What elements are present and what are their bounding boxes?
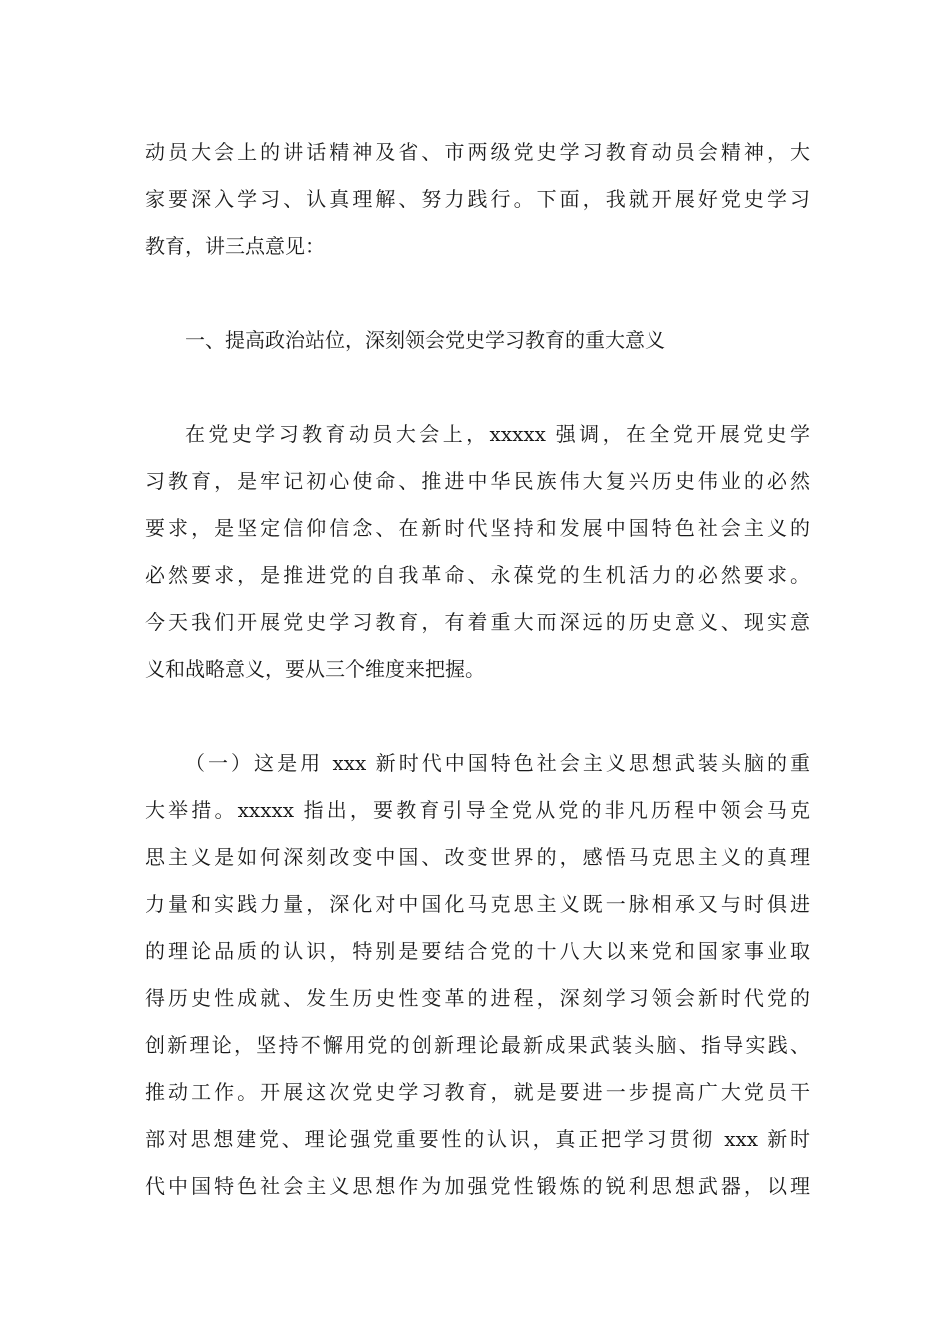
text-line: 在党史学习教育动员大会上，xxxxx 强调，在全党开展党史学 — [185, 422, 810, 446]
text-line: 部对思想建党、理论强党重要性的认识，真正把学习贯彻 xxx 新时 — [145, 1127, 810, 1151]
text-line: 动员大会上的讲话精神及省、市两级党史学习教育动员会精神，大 — [145, 140, 810, 164]
text-line: 的理论品质的认识，特别是要结合党的十八大以来党和国家事业取 — [145, 939, 810, 963]
text-line: 要求，是坚定信仰信念、在新时代坚持和发展中国特色社会主义的 — [145, 516, 810, 540]
text-line: 习教育，是牢记初心使命、推进中华民族伟大复兴历史伟业的必然 — [145, 469, 810, 493]
document-body — [145, 129, 810, 1210]
section-heading — [145, 317, 810, 364]
text-line: 得历史性成就、发生历史性变革的进程，深刻学习领会新时代党的 — [145, 986, 810, 1010]
text-line: 思主义是如何深刻改变中国、改变世界的，感悟马克思主义的真理 — [145, 845, 810, 869]
paragraph-intro — [145, 129, 810, 270]
text-line: 创新理论，坚持不懈用党的创新理论最新成果武装头脑、指导实践、 — [145, 1033, 810, 1057]
paragraph-gap — [145, 270, 810, 317]
text-line: 义和战略意义，要从三个维度来把握。 — [145, 657, 485, 681]
paragraph-gap — [145, 693, 810, 740]
paragraph-significance — [145, 411, 810, 693]
text-line: 家要深入学习、认真理解、努力践行。下面，我就开展好党史学习 — [145, 187, 810, 211]
text-line: 力量和实践力量，深化对中国化马克思主义既一脉相承又与时俱进 — [145, 892, 810, 916]
paragraph-gap — [145, 364, 810, 411]
text-line: 大举措。xxxxx 指出，要教育引导全党从党的非凡历程中领会马克 — [145, 798, 810, 822]
text-line: （一）这是用 xxx 新时代中国特色社会主义思想武装头脑的重 — [185, 751, 810, 775]
text-line: 必然要求，是推进党的自我革命、永葆党的生机活力的必然要求。 — [145, 563, 810, 587]
text-line: 推动工作。开展这次党史学习教育，就是要进一步提高广大党员干 — [145, 1080, 810, 1104]
heading-text: 一、提高政治站位，深刻领会党史学习教育的重大意义 — [185, 328, 665, 352]
text-line: 教育，讲三点意见： — [145, 234, 325, 258]
text-line: 代中国特色社会主义思想作为加强党性锻炼的锐利思想武器，以理 — [145, 1174, 810, 1198]
text-line: 今天我们开展党史学习教育，有着重大而深远的历史意义、现实意 — [145, 610, 810, 634]
paragraph-point-one — [145, 740, 810, 1210]
